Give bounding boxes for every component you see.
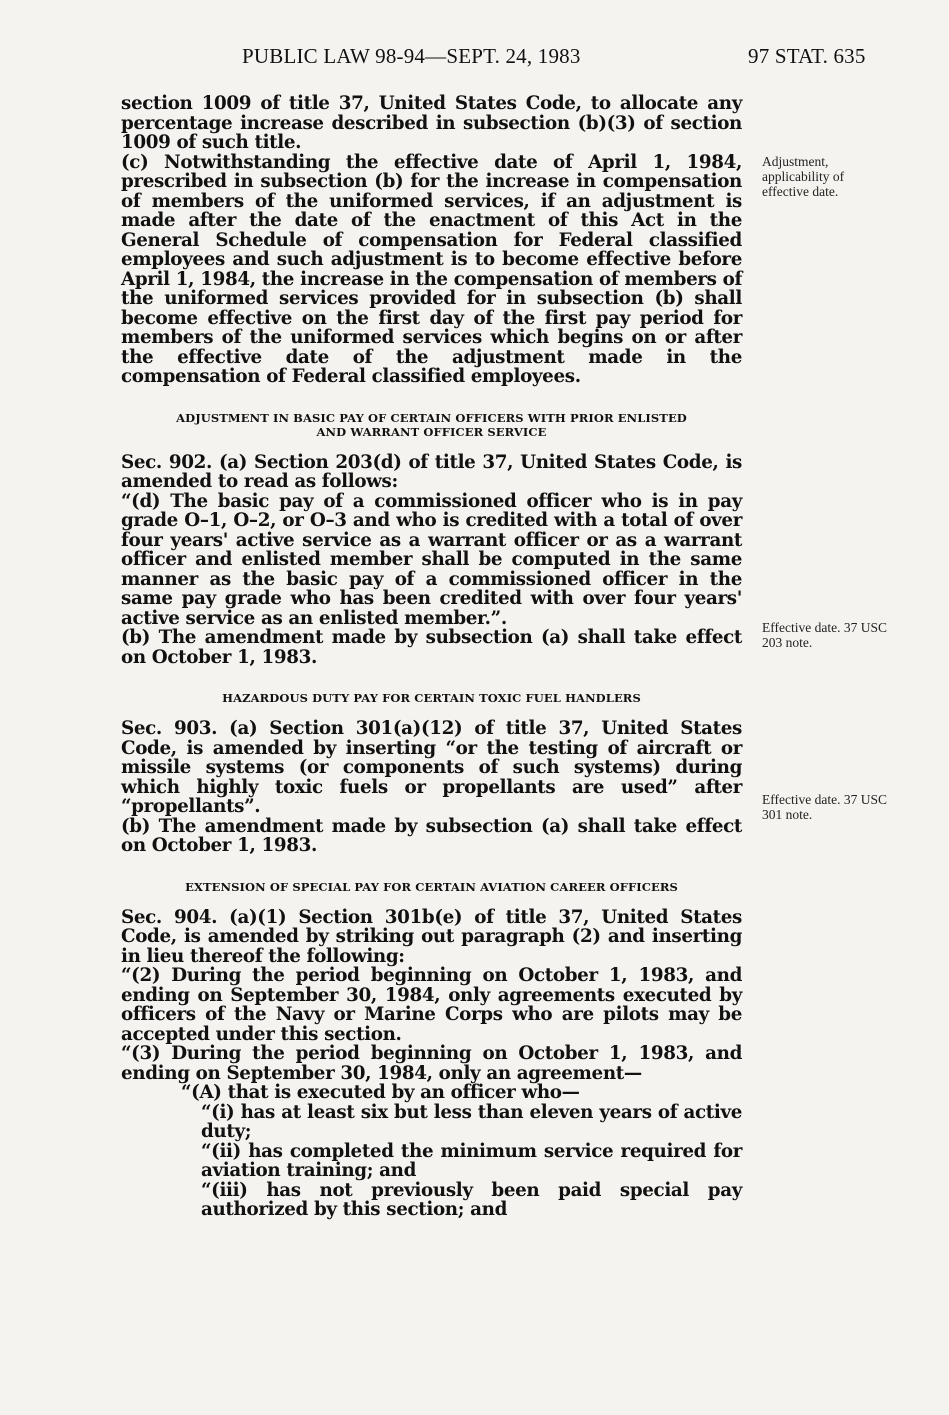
paragraph-sec-902: Sec. 902. (a) Section 203(d) of title 37, United States Code, is amended to read as follows:: [121, 451, 742, 492]
margin-note-203: Effective date. 37 USC 203 note.: [762, 620, 887, 650]
paragraph-clause-ii: “(ii) has completed the minimum service required for aviation training; and: [201, 1140, 742, 1181]
section-heading-902: ADJUSTMENT IN BASIC PAY OF CERTAIN OFFICERS WITH PRIOR ENLISTED AND WARRANT OFFICER SERVICE: [176, 410, 687, 439]
paragraph-sec-904: Sec. 904. (a)(1) Section 301b(e) of title 37, United States Code, is amended by striking out paragraph (2) and inserting in lieu thereof the following:: [121, 906, 742, 967]
paragraph-quoted-d: “(d) The basic pay of a commissioned officer who is in pay grade O–1, O–2, or O–3 and who is credited with a total of over four years' active service as a warrant officer or as a warrant officer and enlisted member shall be computed in the same manner as the basic pay of a commissioned officer in the same pay grade who has been credited with over four years' active service as an enlisted member.”.: [121, 490, 742, 629]
paragraph-clause-A: “(A) that is executed by an officer who—: [181, 1082, 580, 1103]
header-title: PUBLIC LAW 98-94—SEPT. 24, 1983: [242, 44, 581, 68]
paragraph-903-b: (b) The amendment made by subsection (a) shall take effect on October 1, 1983.: [121, 815, 742, 856]
body-text: [121, 94, 742, 1220]
section-heading-903: HAZARDOUS DUTY PAY FOR CERTAIN TOXIC FUEL HANDLERS: [222, 691, 641, 705]
paragraph-quoted-3: “(3) During the period beginning on October 1, 1983, and ending on September 30, 1984, only an agreement—: [121, 1043, 742, 1084]
paragraph-quoted-2: “(2) During the period beginning on October 1, 1983, and ending on September 30, 1984, only agreements executed by officers of the Navy or Marine Corps who are pilots may be accepted under this section.: [121, 965, 742, 1045]
paragraph-clause-iii: “(iii) has not previously been paid special pay authorized by this section; and: [201, 1179, 742, 1220]
paragraph-subsection-c: (c) Notwithstanding the effective date of April 1, 1984, prescribed in subsection (b) for the increase in compensation of members of the uniformed services, if an adjustment is made after the date of the enactment of this Act in the General Schedule of compensation for Federal classified employees and such adjustment is to become effective before April 1, 1984, the increase in the compensation of members of the uniformed services provided for in subsection (b) shall become effective on the first day of the first pay period for members of the uniformed services which begins on or after the effective date of the adjustment made in the compensation of Federal classified employees.: [121, 151, 742, 387]
paragraph-sec-903: Sec. 903. (a) Section 301(a)(12) of title 37, United States Code, is amended by inserting “or the testing of aircraft or missile systems (or components of such systems) during which highly toxic fuels or propellants are used” after “propellants”.: [121, 718, 742, 817]
page-header: [0, 44, 949, 74]
margin-note-301: Effective date. 37 USC 301 note.: [762, 792, 887, 822]
header-stat-citation: 97 STAT. 635: [748, 44, 866, 68]
paragraph-clause-i: “(i) has at least six but less than eleven years of active duty;: [201, 1101, 742, 1142]
paragraph-continuation: section 1009 of title 37, United States Code, to allocate any percentage increase described in subsection (b)(3) of section 1009 of such title.: [121, 93, 742, 153]
paragraph-902-b: (b) The amendment made by subsection (a) shall take effect on October 1, 1983.: [121, 627, 742, 668]
section-heading-904: EXTENSION OF SPECIAL PAY FOR CERTAIN AVIATION CAREER OFFICERS: [185, 879, 678, 894]
margin-note-adjustment: Adjustment, applicability of effective date.: [762, 154, 845, 199]
